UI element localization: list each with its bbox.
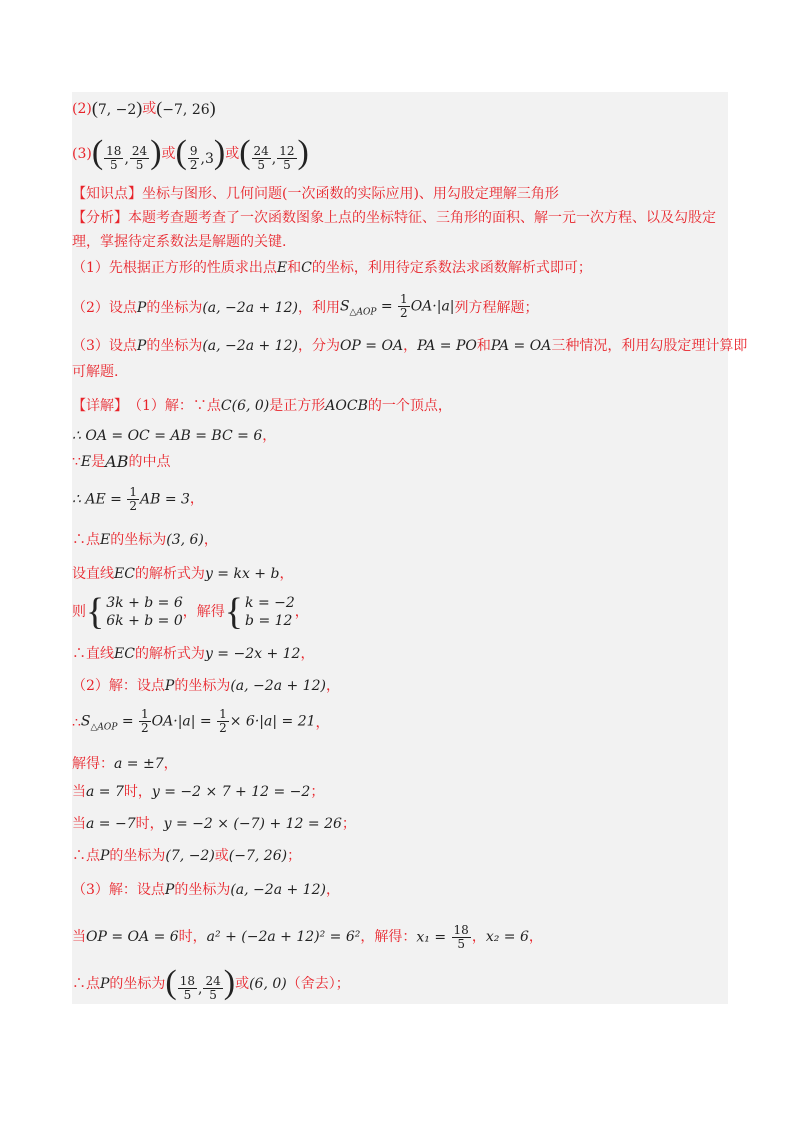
detail-line-14: ∴点 P 的坐标为 (7, −2) 或 (−7, 26) ； bbox=[72, 848, 302, 864]
detail-line-17: ∴点 P 的坐标为 ( $\frac{18}{5}$ , $\frac{24}{5}$ ) 或 (6, 0) （舍去）； bbox=[72, 963, 350, 1003]
analysis-step-3: （3）设点 P 的坐标为 (a, −2a + 12) ，分为 OP = OA ， PA = PO 和 PA = OA 三种情况，利用勾股定理计算即 bbox=[72, 338, 748, 354]
answer-3-prefix: (3) bbox=[72, 146, 92, 162]
analysis-label: 【分析】 bbox=[72, 210, 128, 226]
content-panel bbox=[72, 92, 748, 1004]
answer-3-point-3: ( $\frac{24}{5}$ , $\frac{12}{5}$ ) bbox=[239, 133, 309, 173]
answer-2: (2) (7, −2) 或 (−7, 26) bbox=[72, 98, 216, 118]
detail-line-11: 解得： a = ±7 ， bbox=[72, 756, 178, 772]
analysis-line-1: 【分析】 本题考查题考查了一次函数图象上点的坐标特征、三角形的面积、解一元一次方程、以及勾股定 bbox=[72, 210, 716, 226]
detail-line-9: （2）解：设点 P 的坐标为 (a, −2a + 12) ， bbox=[72, 678, 340, 694]
answer-2-point-1: 7, −2 bbox=[97, 102, 137, 118]
detail-line-15: （3）解：设点 P 的坐标为 (a, −2a + 12) ， bbox=[72, 882, 340, 898]
detail-line-6: 设直线 EC 的解析式为 y = kx + b ， bbox=[72, 566, 294, 582]
knowledge-text: 坐标与图形、几何问题(一次函数的实际应用)、用勾股定理解三角形 bbox=[142, 186, 559, 202]
knowledge-points bbox=[72, 184, 728, 204]
answer-2-or: 或 bbox=[142, 101, 157, 117]
detail-line-16: 当 OP = OA = 6 时， a² + (−2a + 12)² = 6² ，解得： x₁ = $\frac{18}{5}$ ， x₂ = 6 ， bbox=[72, 922, 543, 951]
knowledge-label: 【知识点】 bbox=[72, 186, 142, 202]
analysis-line-2: 理，掌握待定系数法是解题的关键. bbox=[72, 234, 287, 250]
detail-line-7: 则 { 3k + b = 6 6k + b = 0 ，解得 { k = −2 b = 12 ， bbox=[72, 591, 309, 633]
detail-line-12: 当 a = 7 时， y = −2 × 7 + 12 = −2 ； bbox=[72, 784, 325, 800]
answer-3-point-2: ( $\frac{9}{2}$ ,3) bbox=[175, 133, 226, 173]
detail-line-1: 【详解】 （1）解：∵点 C(6, 0) 是正方形 AOCB 的一个顶点， bbox=[72, 398, 452, 414]
detail-line-10: ∴ $S_{\triangle AOP}$ = $\frac{1}{2}$ OA·|a| = $\frac{1}{2}$ × 6·|a| = 21 ， bbox=[72, 707, 330, 736]
answer-3: (3) ( $\frac{18}{5}$ , $\frac{24}{5}$ ) 或 ( $\frac{9}{2}$ ,3) 或 ( $\frac{24}{5}$ , $\frac{12}{5}$ ) bbox=[72, 133, 309, 173]
detail-line-3: ∵ E 是 AB 的中点 bbox=[72, 452, 171, 471]
detail-line-5: ∴点 E 的坐标为 (3, 6) ， bbox=[72, 532, 218, 548]
detail-label: 【详解】 bbox=[72, 398, 128, 414]
answer-2-point-2: −7, 26 bbox=[162, 102, 210, 118]
detail-line-8: ∴直线 EC 的解析式为 y = −2x + 12 ， bbox=[72, 646, 315, 662]
answer-3-point-1: ( $\frac{18}{5}$ , $\frac{24}{5}$ ) bbox=[91, 133, 162, 173]
analysis-step-1: （1）先根据正方形的性质求出点 E 和 C 的坐标，利用待定系数法求函数解析式即可； bbox=[72, 260, 592, 276]
detail-line-2: ∴ OA = OC = AB = BC = 6 ， bbox=[72, 428, 277, 444]
answer-2-prefix: (2) bbox=[72, 101, 92, 117]
detail-line-4: ∴ AE = $\frac{1}{2}$ AB = 3 ， bbox=[72, 484, 204, 513]
detail-line-13: 当 a = −7 时， y = −2 × (−7) + 12 = 26 ； bbox=[72, 816, 356, 832]
analysis-step-3-cont: 可解题. bbox=[72, 364, 119, 380]
analysis-step-2: （2）设点 P 的坐标为 (a, −2a + 12) ，利用 $S_{\triangle AOP}$ = $\frac{1}{2}$ OA·|a| 列方程解题； bbox=[72, 292, 539, 321]
